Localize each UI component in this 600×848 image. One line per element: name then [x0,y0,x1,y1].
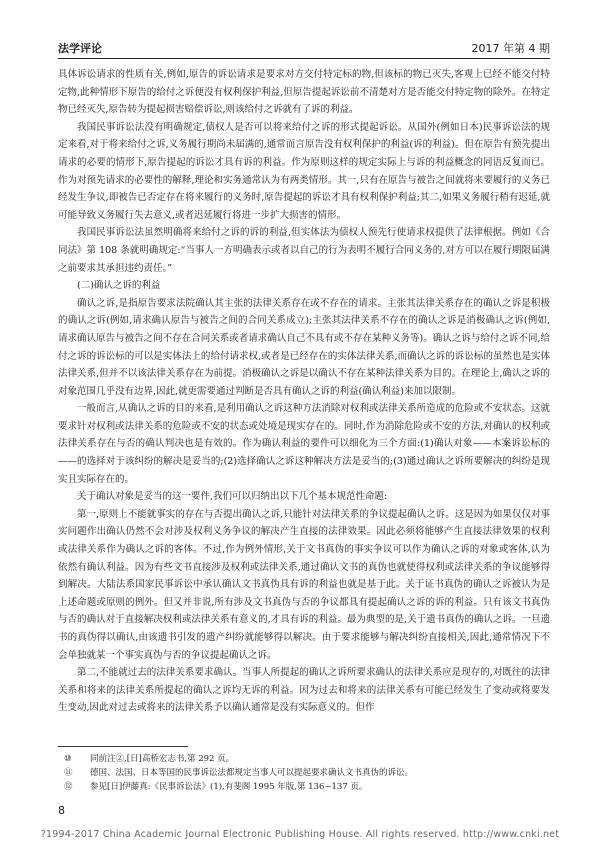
paragraph: 第一,原则上不能就事实的存在与否提出确认之诉,只能针对法律关系的争议提起确认之诉。这是因为如果仅仅对事实问题作出确认仍然不会对涉及权利义务争议的解决产生直接的法律效果。因此必须将能够产生直接法律效果的权利或法律关系作为确认之诉的客体。不过,作为例外情形,关于文书真伪的事实争议可以作为确认之诉的对象或客体,认为依然有确认利益。因为有些文书直接涉及权利或法律关系,通过确认文书的真伪也就使得权利或法律关系的争议能够得到解决。大陆法系国家民事诉讼中承认确认文书真伪具有诉的利益也就是基于此。关于证书真伪的确认之诉被认为是上述命题或原则的例外。但又并非说,所有涉及文书真伪与否的争议都具有提起确认之诉的诉的利益。只有该文书真伪与否的确认对于直接解决权利或法律关系有意义的,才具有诉的利益。最为典型的是,关于遗书真伪的确认之诉。一旦遗书的真伪得以确认,由该遗书引发的遗产纠纷就能够得以解决。由于要求能够与解决纠纷直接相关,因此,通常情况下不会单独就某一个事实真伪与否的争议提起确认之诉。 [58,508,550,661]
paragraph: 关于确认对象是妥当的这一要件,我们可以归纳出以下几个基本规范性命题: [77,491,388,503]
footnote [58,780,550,794]
running-header [58,40,550,56]
footnote-text: 参见[日]伊藤真:《民事诉讼法》(1),有斐阁 1995 年版,第 136~137 页。 [90,782,368,792]
footnote [58,752,550,766]
footnote [58,766,550,780]
paragraph: 我国民事诉讼法虽然明确将来给付之诉的诉的利益,但实体法为债权人预先行使请求权提供了法律根据。例如《合同法》第 108 条就明确规定:“当事人一方明确表示或者以自己的行为表明不履行合同义务的,对方可以在履行期限届满之前要求其承担违约责任。” [58,227,550,274]
paragraph: 一般而言,从确认之诉的目的来看,是利用确认之诉这种方法消除对权利或法律关系所造成的危险或不安状态。这就要求针对权利或法律关系的危险或不安的状态或处境是现实存在的。同时,作为消除危险或不安的方法,对确认的权利或法律关系存在与否的确认判决也是有效的。作为确认利益的要件可以细化为三个方面:(1)确认对象——本案诉讼标的——的选择对于该纠纷的解决是妥当的;(2)选择确认之诉这种解决方法是妥当的;(3)通过确认之诉所要解决的纠纷是现实且实际存在的。 [58,403,550,485]
journal-title: 法学评论 [58,42,102,55]
footnote-mark: ⑪ [64,768,73,778]
footnote-mark: ⑩ [64,754,72,764]
footnote-text: 同前注②,[日]高桥宏志书,第 292 页。 [90,754,235,764]
paragraph: 第二,不能就过去的法律关系要求确认。当事人所提起的确认之诉所要求确认的法律关系应是现存的,对既往的法律关系和将来的法律关系所提起的确认之诉均无诉的利益。因为过去和将来的法律关系有可能已经发生了变动或将要发生变动,因此对过去或将来的法律关系予以确认通常是没有实际意义的。但作 [58,667,550,714]
header-rule [58,58,550,59]
copyright-notice: ?1994-2017 China Academic Journal Electronic Publishing House. All rights reserved. http://www.cnki.net [40,829,560,840]
paragraph: 具体诉讼请求的性质有关,例如,原告的诉讼请求是要求对方交付特定标的物,但该标的物已灭失,客观上已经不能交付特定物,此种情形下原告的给付之诉便没有权利保护利益,但原告提起诉讼前不清楚对方是否能交付特定物的除外。在特定物已经灭失,原告转为提起损害赔偿诉讼,则该给付之诉就有了诉的利益。 [58,69,550,116]
issue-label: 2017 年第 4 期 [471,42,550,55]
page-number: 8 [58,804,65,817]
footnotes [58,752,550,794]
footnote-mark: ⑫ [64,782,73,792]
paragraph: 我国民事诉讼法没有明确规定,债权人是否可以将来给付之诉的形式提起诉讼。从国外(例如日本)民事诉讼法的规定来看,对于将来给付之诉,义务履行期尚未届满的,通常而言原告没有权利保护的利益(诉的利益)。但在原告有预先提出请求的必要的情形下,原告提起的诉讼才具有诉的利益。作为原则这样的规定实际上与诉的利益概念的同语反复而已。作为对预先请求的必要性的解释,理论和实务通常认为有两类情形。其一,只有在原告与被告之间就将来要履行的义务已经发生争议,即被告已否定存在将来履行的义务时,原告提起的诉讼才具有权利保护利益;其二,如果义务履行稍有迟延,就可能导致义务履行失去意义,或者迟延履行将进一步扩大损害的情形。 [58,121,550,221]
section-heading: (二)确认之诉的利益 [77,280,161,292]
paragraph: 确认之诉,是指原告要求法院确认其主张的法律关系存在或不存在的请求。主张其法律关系存在的确认之诉是积极的确认之诉(例如,请求确认原告与被告之间的合同关系成立);主张其法律关系不存在的确认之诉是消极确认之诉(例如,请求确认原告与被告之间不存在合同关系或者请求确认自己不具有或不存在某种义务等)。确认之诉与给付之诉不同,给付之诉的诉讼标的可以是实体法上的给付请求权,或者是已经存在的实体法律关系,而确认之诉的诉讼标的虽然也是实体法律关系,但并不以该法律关系存在为前提。消极确认之诉是以确认不存在某种法律关系为目的。在理论上,确认之诉的对象范围几乎没有边界,因此,就更需要通过判断是否具有确认之诉的利益(确认利益)来加以限制。 [58,297,550,397]
footnote-text: 德国、法国、日本等国的民事诉讼法都规定当事人可以提起要求确认文书真伪的诉讼。 [90,768,414,778]
article-body [58,66,550,717]
footnote-rule [58,746,188,747]
